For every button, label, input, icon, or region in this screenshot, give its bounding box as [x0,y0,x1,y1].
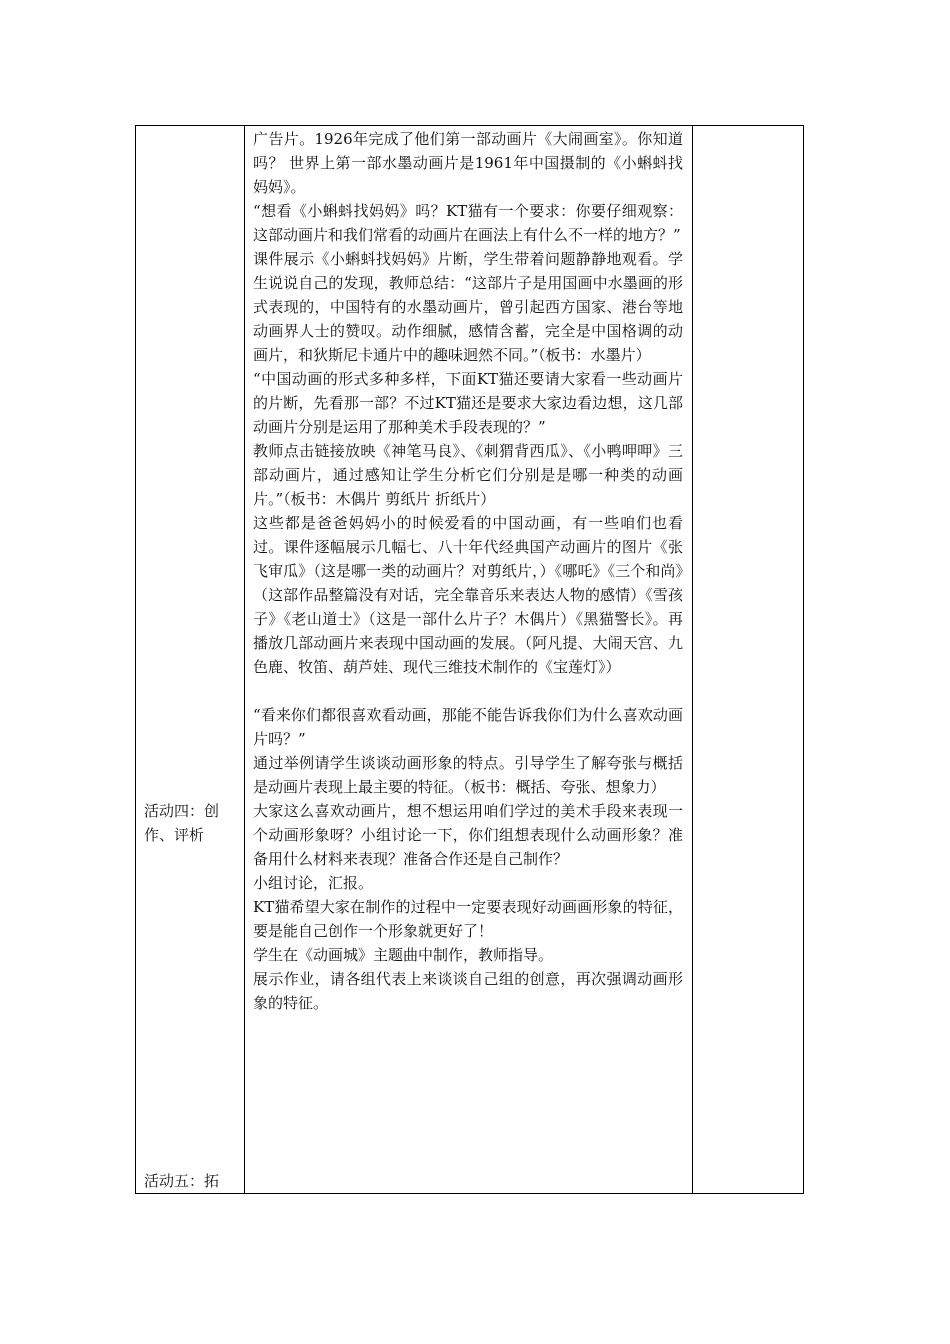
paragraph-12: 学生在《动画城》主题曲中制作，教师指导。 [253,946,554,964]
paragraph-4: “中国动画的形式多种多样，下面KT猫还要请大家看一些动画片的片断，先看那一部？不过KT猫还是要求大家边看边想，这几部动画片分别是运用了那种美术手段表现的？” [253,370,683,436]
activity4-label: 活动四：创作、评析 [144,802,220,844]
paragraph-11: KT猫希望大家在制作的过程中一定要表现好动画画形象的特征，要是能自己创作一个形象就更好了！ [253,898,683,940]
paragraph-1: 广告片。1926年完成了他们第一部动画片《大闹画室》。你知道吗？ 世界上第一部水墨动画片是1961年中国摄制的《小蝌蚪找妈妈》。 [253,130,683,196]
paragraph-8: 通过举例请学生谈谈动画形象的特点。引导学生了解夸张与概括是动画片表现上最主要的特征。（板书：概括、夸张、想象力） [253,754,683,796]
lesson-content [253,127,683,1015]
paragraph-13: 展示作业，请各组代表上来谈谈自己组的创意，再次强调动画形象的特征。 [253,970,683,1012]
activity-label-column [136,126,244,1193]
paragraph-9: 大家这么喜欢动画片，想不想运用咱们学过的美术手段来表现一个动画形象呀？小组讨论一下，你们组想表现什么动画形象？准备用什么材料来表现？准备合作还是自己制作？ [253,802,683,868]
paragraph-7: “看来你们都很喜欢看动画，那能不能告诉我你们为什么喜欢动画片吗？” [253,706,683,748]
notes-column [692,126,804,1193]
lesson-plan-table [135,125,804,1194]
paragraph-6: 这些都是爸爸妈妈小的时候爱看的中国动画，有一些咱们也看过。课件逐幅展示几幅七、八十年代经典国产动画片的图片《张飞审瓜》（这是哪一类的动画片？对剪纸片，）《哪吒》《三个和尚》（这部作品整篇没有对话，完全靠音乐来表达人物的感情）《雪孩子》《老山道士》（这是一部什么片子？木偶片）《黑猫警长》。再播放几部动画片来表现中国动画的发展。（阿凡提、大闹天宫、九色鹿、牧笛、葫芦娃、现代三维技术制作的《宝莲灯》） [253,514,683,676]
paragraph-2: “想看《小蝌蚪找妈妈》吗？KT猫有一个要求：你要仔细观察：这部动画片和我们常看的动画片在画法上有什么不一样的地方？” [253,202,683,244]
paragraph-5: 教师点击链接放映《神笔马良》、《刺猬背西瓜》、《小鸭呷呷》三部动画片，通过感知让学生分析它们分别是是哪一种类的动画片。”（板书：木偶片 剪纸片 折纸片） [253,442,683,508]
lesson-content-column [244,126,692,1193]
blank-line [253,679,683,703]
paragraph-3: 课件展示《小蝌蚪找妈妈》片断，学生带着问题静静地观看。学生说说自己的发现，教师总结：“这部片子是用国画中水墨画的形式表现的，中国特有的水墨动画片，曾引起西方国家、港台等地动画界人士的赞叹。动作细腻，感情含蓄，完全是中国格调的动画片，和狄斯尼卡通片中的趣味迥然不同。”（板书：水墨片） [253,250,683,364]
paragraph-10: 小组讨论，汇报。 [253,874,374,892]
activity5-label: 活动五：拓 [144,1172,220,1190]
